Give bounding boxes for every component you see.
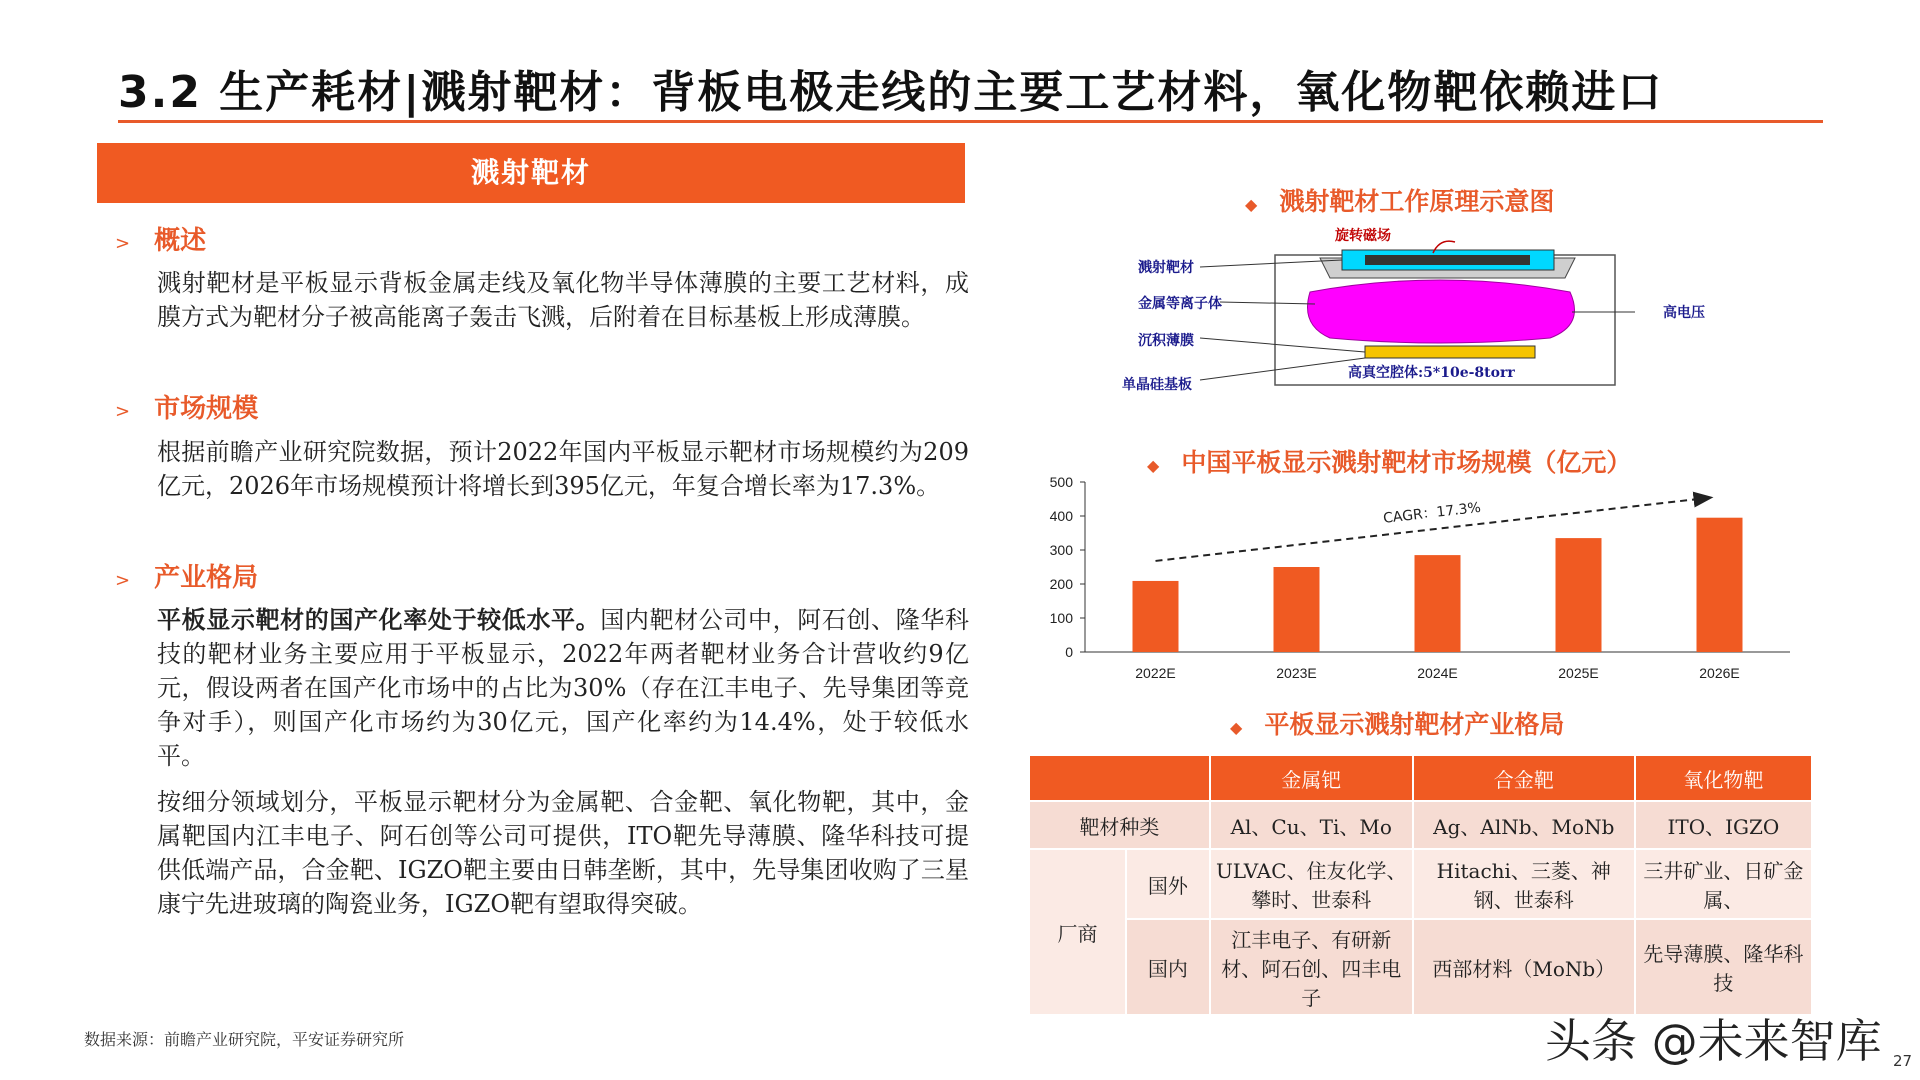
diagram-title [1245,182,1554,218]
table-cell: 三井矿业、日矿金属、 [1635,849,1812,919]
y-tick-label: 500 [1049,474,1073,490]
table-header-metal: 金属钯 [1210,755,1413,801]
chart-title-text: 中国平板显示溅射靶材市场规模（亿元） [1181,448,1632,477]
bar-2026E [1697,518,1743,652]
industry-detail-text: 国内靶材公司中，阿石创、隆华科技的靶材业务主要应用于平板显示，2022年两者靶材业务合计营收约9亿元，假设两者在国产化市场中的占比为30%（存在江丰电子、先导集团等竞争对手），则国产化市场约为30亿元，国产化率约为14.4%，处于较低水平。 [157,606,969,770]
x-tick-label: 2025E [1558,665,1599,681]
y-tick-label: 100 [1049,610,1073,626]
x-tick-label: 2023E [1276,665,1317,681]
table-title-text: 平板显示溅射靶材产业格局 [1264,710,1565,739]
diamond-bullet-icon: ◆ [1230,718,1243,737]
diagram-title-text: 溅射靶材工作原理示意图 [1279,187,1555,216]
table-title [1230,705,1564,741]
row-label-maker: 厂商 [1029,849,1126,1015]
industry-table [1028,754,1813,1016]
table-header-oxide: 氧化物靶 [1635,755,1812,801]
industry-paragraph [157,603,969,773]
table-row [1029,849,1812,919]
market-size-chart [1030,470,1800,690]
section-heading-text: 概述 [154,226,207,256]
market-size-paragraph: 根据前瞻产业研究院数据，预计2022年国内平板显示靶材市场规模约为209亿元，2026年市场规模预计将增长到395亿元，年复合增长率为17.3%。 [157,438,969,500]
x-tick-label: 2024E [1417,665,1458,681]
table-row [1029,919,1812,1015]
table-cell: ULVAC、住友化学、攀时、世泰科 [1210,849,1413,919]
page-number: 27 [1893,1052,1913,1070]
left-panel-header: 溅射靶材 [97,143,965,203]
chevron-right-icon: > [115,233,131,254]
x-tick-label: 2026E [1699,665,1740,681]
page-title: 3.2 生产耗材|溅射靶材：背板电极走线的主要工艺材料，氧化物靶依赖进口 [118,67,1664,118]
table-cell: Ag、AlNb、MoNb [1413,801,1635,849]
bar-2024E [1415,555,1461,652]
table-cell: 先导薄膜、隆华科技 [1635,919,1812,1015]
section-heading-overview [115,220,206,257]
label-ions: 金属等离子体 [1138,296,1222,312]
segment-paragraph: 按细分领域划分，平板显示靶材分为金属靶、合金靶、氧化物靶，其中，金属靶国内江丰电子、阿石创等公司可提供，ITO靶先导薄膜、隆华科技可提供低端产品，合金靶、IGZO靶主要由日韩垄断，其中，先导集团收购了三星康宁先进玻璃的陶瓷业务，IGZO靶有望取得突破。 [157,788,969,918]
table-header-empty [1029,755,1210,801]
row-label-foreign: 国外 [1126,849,1210,919]
industry-key-statement: 平板显示靶材的国产化率处于较低水平。 [157,605,601,634]
plasma-cloud [1308,280,1575,343]
y-tick-label: 300 [1049,542,1073,558]
section-heading-market-size [115,388,258,425]
y-tick-label: 0 [1065,644,1073,660]
label-target: 溅射靶材 [1138,260,1194,276]
section-heading-text: 市场规模 [154,394,259,424]
bar-2022E [1133,581,1179,652]
table-header-alloy: 合金靶 [1413,755,1635,801]
table-cell: 江丰电子、有研新材、阿石创、四丰电子 [1210,919,1413,1015]
cagr-label: CAGR：17.3% [1382,499,1482,527]
table-cell: Hitachi、三菱、神钢、世泰科 [1413,849,1635,919]
row-label-domestic: 国内 [1126,919,1210,1015]
diamond-bullet-icon: ◆ [1245,195,1258,214]
watermark: 头条 @未来智库 [1545,1014,1882,1068]
label-film: 沉积薄膜 [1138,333,1194,349]
chevron-right-icon: > [115,401,131,422]
bar-2025E [1556,538,1602,652]
label-voltage: 高电压 [1663,305,1705,321]
y-tick-label: 200 [1049,576,1073,592]
bar-2023E [1274,567,1320,652]
table-cell: 西部材料（MoNb） [1413,919,1635,1015]
y-tick-label: 400 [1049,508,1073,524]
row-label-type: 靶材种类 [1029,801,1210,849]
data-source-note: 数据来源：前瞻产业研究院，平安证券研究所 [84,1030,405,1049]
chevron-right-icon: > [115,570,131,591]
table-cell: Al、Cu、Ti、Mo [1210,801,1413,849]
overview-paragraph: 溅射靶材是平板显示背板金属走线及氧化物半导体薄膜的主要工艺材料，成膜方式为靶材分子被高能离子轰击飞溅，后附着在目标基板上形成薄膜。 [157,269,969,331]
table-row [1029,801,1812,849]
label-vacuum: 高真空腔体:5*10e-8torr [1348,365,1515,381]
substrate-film [1365,346,1535,358]
section-heading-text: 产业格局 [154,563,259,593]
magnet-bar [1365,255,1530,265]
x-tick-label: 2022E [1135,665,1176,681]
title-divider [118,120,1823,123]
label-substrate: 单晶硅基板 [1122,377,1192,393]
label-magnet: 旋转磁场 [1335,228,1391,244]
section-heading-industry [115,557,258,594]
table-cell: ITO、IGZO [1635,801,1812,849]
diamond-bullet-icon: ◆ [1147,456,1160,475]
